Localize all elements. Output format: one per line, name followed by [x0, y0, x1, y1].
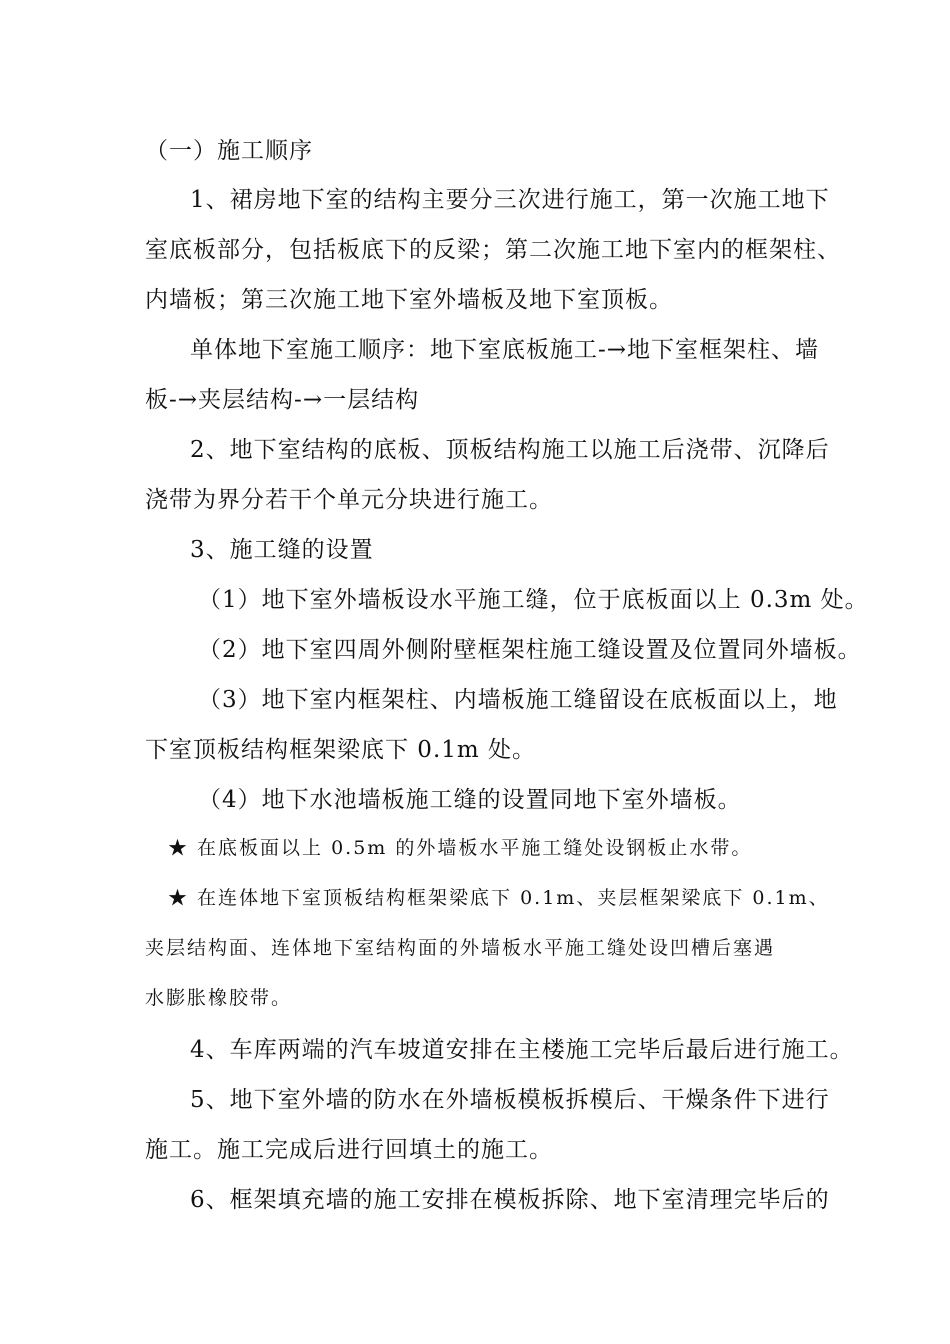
paragraph-line: 单体地下室施工顺序：地下室底板施工-→地下室框架柱、墙 — [190, 337, 820, 363]
paragraph-line: 6、框架填充墙的施工安排在模板拆除、地下室清理完毕后的 — [190, 1187, 830, 1213]
paragraph-line: （3）地下室内框架柱、内墙板施工缝留设在底板面以上，地 — [198, 687, 838, 713]
paragraph-line: 5、地下室外墙的防水在外墙板模板拆模后、干燥条件下进行 — [190, 1087, 830, 1113]
paragraph-line: 2、地下室结构的底板、顶板结构施工以施工后浇带、沉降后 — [190, 437, 830, 463]
paragraph-line: 室底板部分，包括板底下的反梁；第二次施工地下室内的框架柱、 — [145, 237, 841, 263]
paragraph-line: （4）地下水池墙板施工缝的设置同地下室外墙板。 — [198, 787, 742, 813]
star-note-line: ★ 在连体地下室顶板结构框架梁底下 0.1m、夹层框架梁底下 0.1m、 — [168, 887, 830, 909]
paragraph-line: 1、裙房地下室的结构主要分三次进行施工，第一次施工地下 — [190, 187, 830, 213]
paragraph-line: 浇带为界分若干个单元分块进行施工。 — [145, 487, 553, 513]
paragraph-line: 4、车库两端的汽车坡道安排在主楼施工完毕后最后进行施工。 — [190, 1037, 854, 1063]
paragraph-line: 施工。施工完成后进行回填土的施工。 — [145, 1137, 553, 1163]
paragraph-line: 内墙板；第三次施工地下室外墙板及地下室顶板。 — [145, 287, 673, 313]
paragraph-line: 下室顶板结构框架梁底下 0.1m 处。 — [145, 737, 537, 763]
star-note-line: 夹层结构面、连体地下室结构面的外墙板水平施工缝处设凹槽后塞遇 — [145, 937, 776, 959]
paragraph-line: （2）地下室四周外侧附壁框架柱施工缝设置及位置同外墙板。 — [198, 637, 862, 663]
paragraph-line: 板-→夹层结构-→一层结构 — [145, 387, 420, 413]
paragraph-line: 3、施工缝的设置 — [190, 537, 374, 563]
star-note-line: 水膨胀橡胶带。 — [145, 987, 293, 1009]
paragraph-line: （1）地下室外墙板设水平施工缝，位于底板面以上 0.3m 处。 — [198, 587, 869, 613]
section-heading: （一）施工顺序 — [145, 138, 313, 164]
star-note-line: ★ 在底板面以上 0.5m 的外墙板水平施工缝处设钢板止水带。 — [168, 837, 753, 859]
